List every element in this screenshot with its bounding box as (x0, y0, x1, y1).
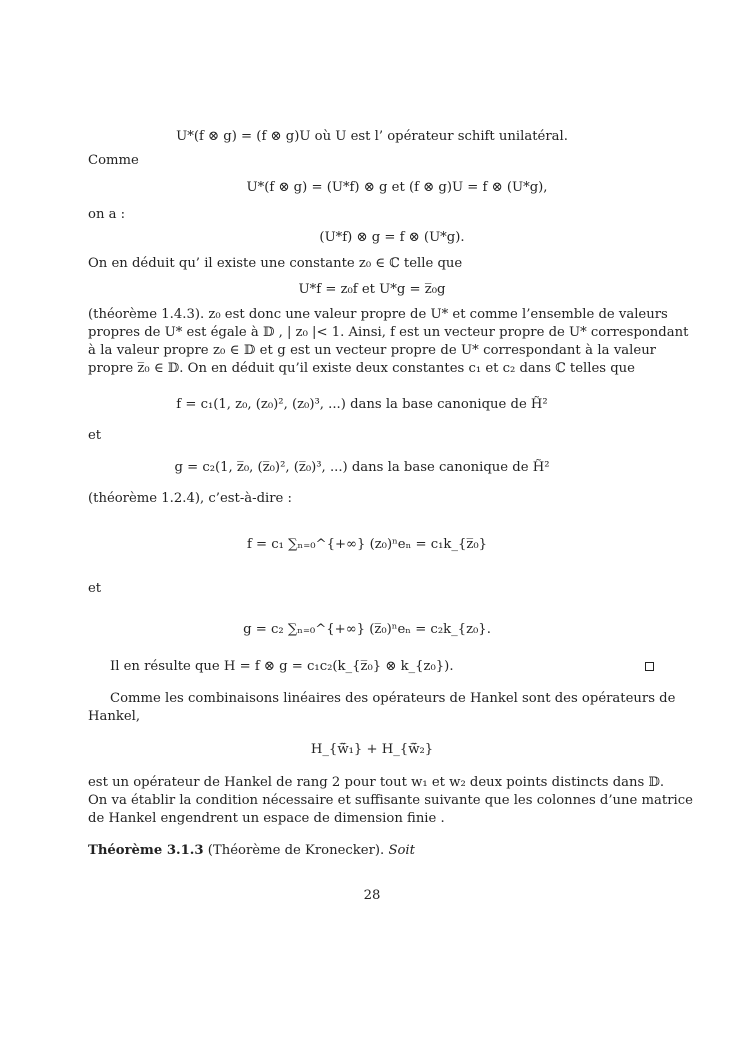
paragraph-line: est un opérateur de Hankel de rang 2 pour tout w₁ et w₂ deux points distincts dans 𝔻. (88, 775, 665, 790)
page-number: 28 (363, 888, 381, 903)
equation-g-basis: g = c₂(1, z̅₀, (z̅₀)², (z̅₀)³, ...) dans la base canonique de H̃² (174, 460, 550, 475)
paragraph-line: propres de U* est égale à 𝔻 , | z₀ |< 1. Ainsi, f est un vecteur propre de U* correspondant (88, 325, 689, 340)
paragraph-line: On va établir la condition nécessaire et suffisante suivante que les colonnes d’une matrice (88, 793, 693, 808)
text-on-a: on a : (88, 207, 126, 222)
text-et: et (88, 428, 102, 443)
paragraph-line: Comme les combinaisons linéaires des opérateurs de Hankel sont des opérateurs de (110, 691, 676, 706)
text-comme: Comme (88, 153, 139, 168)
paragraph-line: Hankel, (88, 709, 141, 724)
paragraph-line: propre z̅₀ ∈ 𝔻. On en déduit qu’il existe deux constantes c₁ et c₂ dans ℂ telles que (88, 361, 635, 376)
equation-tensor-equality: (U*f) ⊗ g = f ⊗ (U*g). (319, 230, 465, 245)
equation-f-sum: f = c₁ ∑ₙ₌₀^{+∞} (z₀)ⁿeₙ = c₁k_{z̅₀} (246, 537, 488, 552)
paragraph-line: (théorème 1.4.3). z₀ est donc une valeur propre de U* et comme l’ensemble de valeurs (88, 307, 668, 322)
text-result-h: Il en résulte que H = f ⊗ g = c₁c₂(k_{z̅₀} ⊗ k_{z₀}). (110, 659, 454, 674)
text-et: et (88, 581, 102, 596)
equation-f-basis: f = c₁(1, z₀, (z₀)², (z₀)³, ...) dans la base canonique de H̃² (176, 397, 548, 412)
paragraph-line: de Hankel engendrent un espace de dimension finie . (88, 811, 445, 826)
theorem-name: (Théorème de Kronecker). (207, 843, 385, 858)
theorem-label: Théorème 3.1.3 (88, 843, 204, 858)
theorem-heading (88, 842, 415, 860)
equation-adjoint-products: U*(f ⊗ g) = (U*f) ⊗ g et (f ⊗ g)U = f ⊗ (U*g), (246, 180, 548, 195)
equation-shift-operator: U*(f ⊗ g) = (f ⊗ g)U où U est l’ opérateur schift unilatéral. (176, 129, 568, 144)
equation-hankel-sum: H_{w̃̅₁} + H_{w̃̅₂} (310, 742, 434, 757)
text-cest-a-dire: (théorème 1.2.4), c’est-à-dire : (88, 491, 293, 506)
theorem-start: Soit (388, 843, 415, 858)
text-deduction-constant: On en déduit qu’ il existe une constante z₀ ∈ ℂ telle que (88, 256, 463, 271)
equation-eigenvalues: U*f = z₀f et U*g = z̅₀g (298, 282, 446, 297)
paragraph-line: à la valeur propre z₀ ∈ 𝔻 et g est un vecteur propre de U* correspondant à la valeur (88, 343, 656, 358)
qed-square-icon (645, 662, 654, 671)
equation-g-sum: g = c₂ ∑ₙ₌₀^{+∞} (z̅₀)ⁿeₙ = c₂k_{z₀}. (243, 622, 491, 637)
